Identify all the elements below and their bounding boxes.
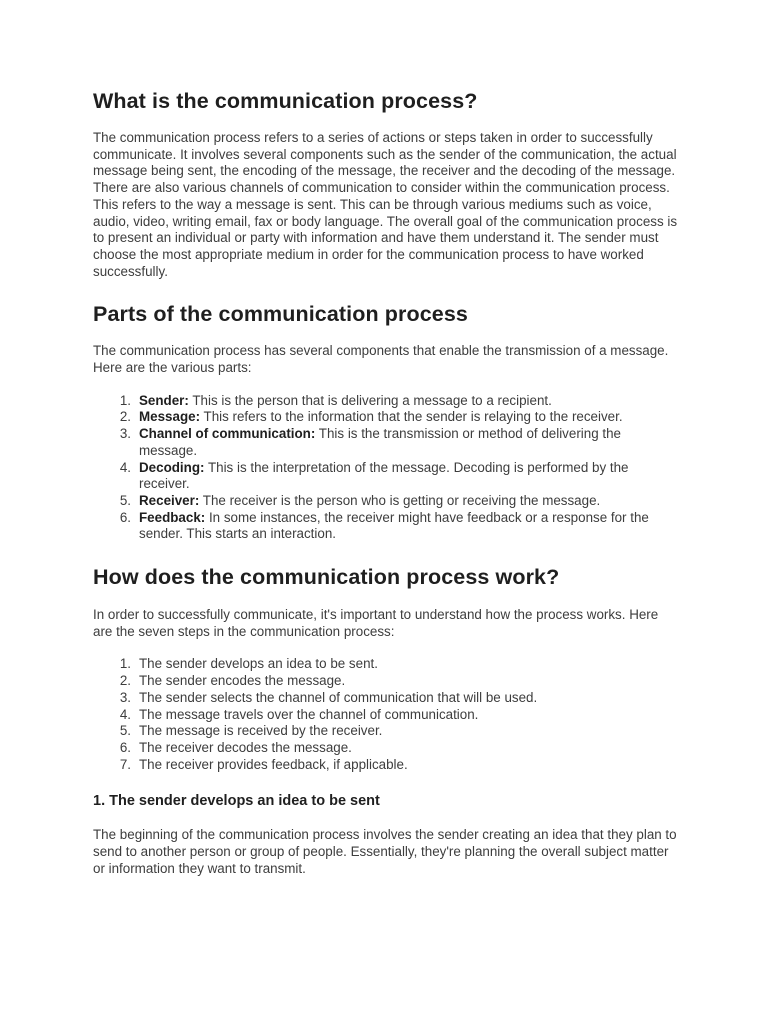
- term-description: This is the interpretation of the message. Decoding is performed by the receiver.: [139, 459, 629, 492]
- steps-list-item: [93, 723, 678, 740]
- term-label: Decoding:: [139, 459, 205, 475]
- paragraph-what-is-communication-process: The communication process refers to a series of actions or steps taken in order to successfully communicate. It involves several components such as the sender of the communication, the actual message being sent, the encoding of the message, the receiver and the decoding of the message. There are also various channels of communication to consider within the communication process. This refers to the way a message is sent. This can be through various mediums such as voice, audio, video, writing email, fax or body language. The overall goal of the communication process is to present an individual or party with information and have them understand it. The sender must choose the most appropriate medium in order for the communication process to have worked successfully.: [93, 130, 678, 279]
- list-number: 6.: [119, 739, 131, 755]
- document-page: [93, 86, 678, 878]
- list-number: 5.: [119, 492, 131, 508]
- list-number: 4.: [119, 459, 131, 475]
- steps-list-item: [93, 707, 678, 724]
- step-text: The message is received by the receiver.: [139, 723, 383, 739]
- list-number: 1.: [119, 392, 131, 408]
- parts-list-item-decoding: [93, 460, 678, 493]
- heading-parts-of-communication-process: Parts of the communication process: [93, 302, 468, 327]
- list-number: 4.: [119, 706, 131, 722]
- list-number: 6.: [119, 509, 131, 525]
- list-number: 1.: [119, 656, 131, 672]
- list-number: 2.: [119, 673, 131, 689]
- list-number: 3.: [119, 426, 131, 442]
- parts-list-item-receiver: [93, 493, 678, 510]
- list-number: 3.: [119, 689, 131, 705]
- parts-list-item-sender: [93, 393, 678, 410]
- step-text: The sender encodes the message.: [139, 673, 346, 689]
- list-number: 7.: [119, 756, 131, 772]
- term-label: Sender:: [139, 392, 189, 408]
- term-label: Receiver:: [139, 492, 200, 508]
- steps-list-item: [93, 656, 678, 673]
- term-label: Channel of communication:: [139, 426, 316, 442]
- steps-list-item: [93, 740, 678, 757]
- heading-how-does-process-work: How does the communication process work?: [93, 565, 560, 590]
- subheading-step-1: 1. The sender develops an idea to be sent: [93, 793, 380, 810]
- parts-list-item-message: [93, 409, 678, 426]
- term-label: Feedback:: [139, 509, 206, 525]
- step-text: The receiver provides feedback, if applicable.: [139, 756, 408, 772]
- parts-list-item-channel: [93, 426, 678, 459]
- term-label: Message:: [139, 409, 201, 425]
- term-description: This is the person that is delivering a message to a recipient.: [188, 392, 552, 408]
- term-description: In some instances, the receiver might have feedback or a response for the sender. This starts an interaction.: [139, 509, 649, 542]
- step-text: The receiver decodes the message.: [139, 739, 352, 755]
- list-number: 5.: [119, 723, 131, 739]
- term-description: This is the transmission or method of delivering the message.: [139, 426, 621, 458]
- steps-list-item: [93, 673, 678, 690]
- paragraph-step-1: The beginning of the communication process involves the sender creating an idea that they plan to send to another person or group of people. Essentially, they're planning the overall subject matter or information they want to transmit.: [93, 827, 677, 876]
- steps-list-item: [93, 690, 678, 707]
- steps-list: [93, 656, 678, 773]
- step-text: The message travels over the channel of communication.: [139, 706, 479, 722]
- term-description: This refers to the information that the sender is relaying to the receiver.: [200, 409, 623, 425]
- step-text: The sender develops an idea to be sent.: [139, 656, 378, 672]
- term-description: The receiver is the person who is getting or receiving the message.: [199, 492, 601, 508]
- heading-what-is-communication-process: What is the communication process?: [93, 89, 478, 113]
- paragraph-how-intro: In order to successfully communicate, it's important to understand how the process works. Here are the seven steps in the communication process:: [93, 607, 659, 639]
- parts-list: [93, 393, 678, 543]
- list-number: 2.: [119, 409, 131, 425]
- steps-list-item: [93, 757, 678, 774]
- paragraph-parts-intro: The communication process has several components that enable the transmission of a message. Here are the various parts:: [93, 343, 669, 376]
- step-text: The sender selects the channel of communication that will be used.: [139, 689, 538, 705]
- parts-list-item-feedback: [93, 510, 678, 543]
